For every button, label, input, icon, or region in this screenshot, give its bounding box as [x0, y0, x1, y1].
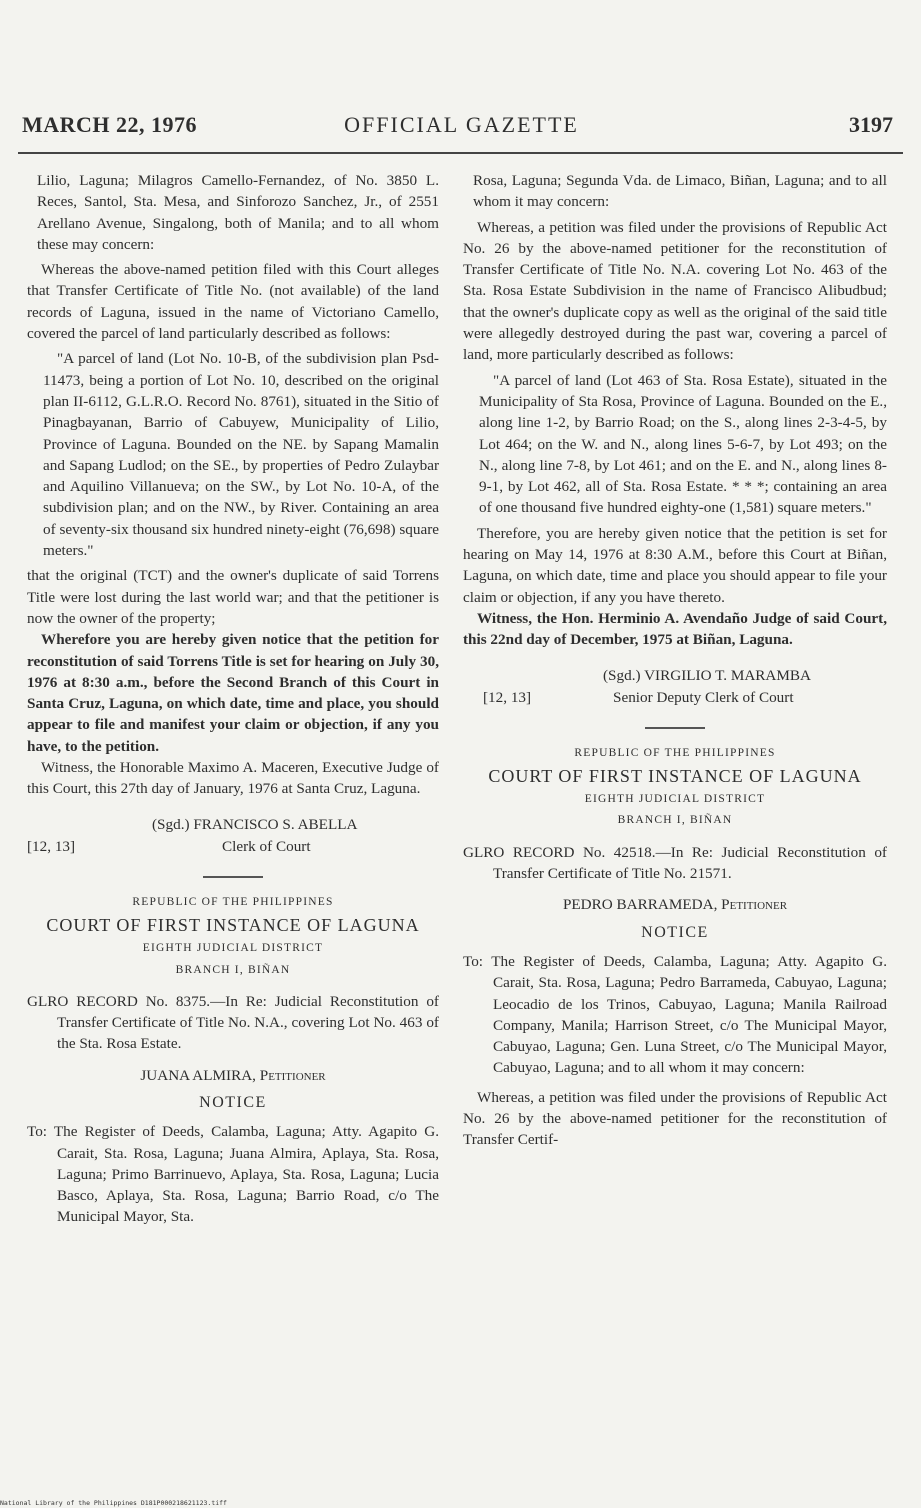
header-rule — [18, 152, 903, 154]
record-caption: GLRO RECORD No. 8375.—In Re: Judicial Reconstitution of Transfer Certificate of Title No. N.A., covering Lot No. 463 of the Sta. Rosa Estate. — [27, 992, 439, 1053]
court-heading: COURT OF FIRST INSTANCE OF LAGUNA — [46, 914, 420, 935]
issue-reference: [12, 13] — [483, 688, 532, 706]
signature-block — [463, 665, 887, 709]
witness-paragraph: Witness, the Hon. Herminio A. Avendaño Judge of said Court, this 22nd day of December, 1975 at Biñan, Laguna. — [463, 609, 887, 649]
petitioner-line: JUANA ALMIRA, Petitioner — [140, 1066, 326, 1084]
signatory-title: Clerk of Court — [222, 837, 311, 855]
district-heading: EIGHTH JUDICIAL DISTRICT — [584, 793, 766, 806]
whereas-paragraph: Whereas the above-named petition filed with this Court alleges that Transfer Certificate of Title No. (not available) of the land records of Laguna, issued in the name of Victoriano Camello, covered the parcel of land particularly described as follows: — [27, 261, 439, 343]
signatory-name: (Sgd.) VIRGILIO T. MARAMBA — [603, 666, 811, 684]
signatory-name: (Sgd.) FRANCISCO S. ABELLA — [152, 815, 358, 833]
witness-paragraph: Witness, the Honorable Maximo A. Maceren, Executive Judge of this Court, this 27th day of January, 1976 at Santa Cruz, Laguna. — [27, 759, 439, 798]
scan-source-footer: National Library of the Philippines D181P000218621123.tiff — [0, 1499, 227, 1507]
land-description-quote: "A parcel of land (Lot 463 of Sta. Rosa Estate), situated in the Municipality of Sta Rosa, Province of Laguna. Bounded on the E., along line 1-2, by Barrio Road; on the S., along lines 2-3-4-5, by Lot 464; on the W. and N., along lines 5-6-7, by Lot 493; on the N., along line 7-8, by Lot 461; and on the E. and N., along lines 8-9-1, by Lot 462, all of Sta. Rosa Estate. * * *; containing an area of one thousand five hundred eighty-one (1,581) square meters." — [479, 371, 887, 517]
addressee-continuation: Rosa, Laguna; Segunda Vda. de Limaco, Biñan, Laguna; and to all whom it may concern: — [473, 172, 887, 211]
court-heading: COURT OF FIRST INSTANCE OF LAGUNA — [488, 765, 862, 786]
branch-heading: BRANCH I, BIÑAN — [175, 963, 291, 976]
whereas-paragraph-continued: Whereas, a petition was filed under the provisions of Republic Act No. 26 by the above-named petitioner for the reconstitution of Transfer Certif- — [463, 1088, 887, 1149]
therefore-paragraph: Therefore, you are hereby given notice that the petition is set for hearing on May 14, 1976 at 8:30 A.M., before this Court at Biñan, Laguna, on which date, time and place you should appear to file your claim or objection, if any you have thereto. — [463, 524, 887, 606]
notice-addressees: To: The Register of Deeds, Calamba, Laguna; Atty. Agapito G. Carait, Sta. Rosa, Laguna; Juana Almira, Aplaya, Sta. Rosa, Laguna; Primo Barrinuevo, Aplaya, Sta. Rosa, Laguna; Lucia Basco, Aplaya, Sta. Rosa, Laguna; Barrio Road, c/o The Municipal Mayor, Sta. — [27, 1123, 439, 1226]
whereas-paragraph: Whereas, a petition was filed under the provisions of Republic Act No. 26 by the above-named petitioner for the reconstitution of Transfer Certificate of Title No. N.A. covering Lot No. 463 of the Sta. Rosa Estate Subdivision in the name of Francisco Alibudbud; that the owner's duplicate copy as well as the original of the said title were allegedly destroyed during the past war, covering a parcel of land, more particularly described as follows: — [463, 218, 887, 364]
addressee-continuation: Lilio, Laguna; Milagros Camello-Fernandez, of No. 3850 L. Reces, Santol, Sta. Mesa, and Sinforozo Sanchez, Jr., of 2551 Arellano Avenue, Singalong, both of Manila; and to all whom these may concern: — [37, 172, 439, 253]
notice-title: NOTICE — [641, 923, 709, 941]
republic-heading: REPUBLIC OF THE PHILIPPINES — [574, 746, 776, 759]
land-description-quote: "A parcel of land (Lot No. 10-B, of the subdivision plan Psd-11473, being a portion of Lot No. 10, described on the original plan II-6112, G.L.R.O. Record No. 8761), situated in the Sitio of Pinagbayanan, Barrio of Cabuyew, Municipality of Lilio, Province of Laguna. Bounded on the NE. by Sapang Mamalin and Sapang Ludlod; on the SE., by properties of Pedro Zulaybar and Aquilino Villanueva; on the SW., by Lot No. 10-A, of the subdivision plan; and on the NW., by River. Containing an area of seventy-six thousand six hundred ninety-eight (76,698) square meters." — [43, 350, 439, 560]
left-column — [27, 170, 439, 1228]
that-paragraph: that the original (TCT) and the owner's duplicate of said Torrens Title were lost during the last world war; and that the petitioner is now the owner of the property; — [27, 567, 439, 627]
issue-date: MARCH 22, 1976 — [22, 112, 198, 137]
signature-block — [27, 814, 439, 858]
publication-title: OFFICIAL GAZETTE — [344, 112, 579, 137]
right-column — [463, 170, 887, 1151]
branch-heading: BRANCH I, BIÑAN — [617, 814, 733, 827]
issue-reference: [12, 13] — [27, 837, 76, 855]
page-header — [22, 112, 901, 152]
signatory-title: Senior Deputy Clerk of Court — [613, 688, 794, 706]
petitioner-line: PEDRO BARRAMEDA, Petitioner — [562, 896, 788, 914]
notice-title: NOTICE — [199, 1093, 267, 1111]
wherefore-paragraph: Wherefore you are hereby given notice that the petition for reconstitution of said Torrens Title is set for hearing on July 30, 1976 at 8:30 a.m., before the Second Branch of this Court in Santa Cruz, Laguna, on which date, time and place, you should appear to file and manifest your claim or objection, if any you have, to the petition. — [27, 631, 439, 755]
section-divider — [645, 727, 705, 729]
notice-addressees: To: The Register of Deeds, Calamba, Laguna; Atty. Agapito G. Carait, Sta. Rosa, Laguna; Pedro Barrameda, Cabuyao, Laguna; Leocadio de los Trinos, Cabuyao, Laguna; Manila Railroad Company, Manila; Harrison Street, c/o The Municipal Mayor, Cabuyao, Laguna; Gen. Luna Street, c/o The Municipal Mayor, Cabuyao, Laguna; and to all whom it may concern: — [463, 952, 887, 1077]
record-caption: GLRO RECORD No. 42518.—In Re: Judicial Reconstitution of Transfer Certificate of Title No. 21571. — [463, 843, 887, 883]
district-heading: EIGHTH JUDICIAL DISTRICT — [142, 942, 324, 955]
section-divider — [203, 876, 263, 878]
page-number: 3197 — [849, 112, 893, 137]
republic-heading: REPUBLIC OF THE PHILIPPINES — [132, 895, 334, 908]
